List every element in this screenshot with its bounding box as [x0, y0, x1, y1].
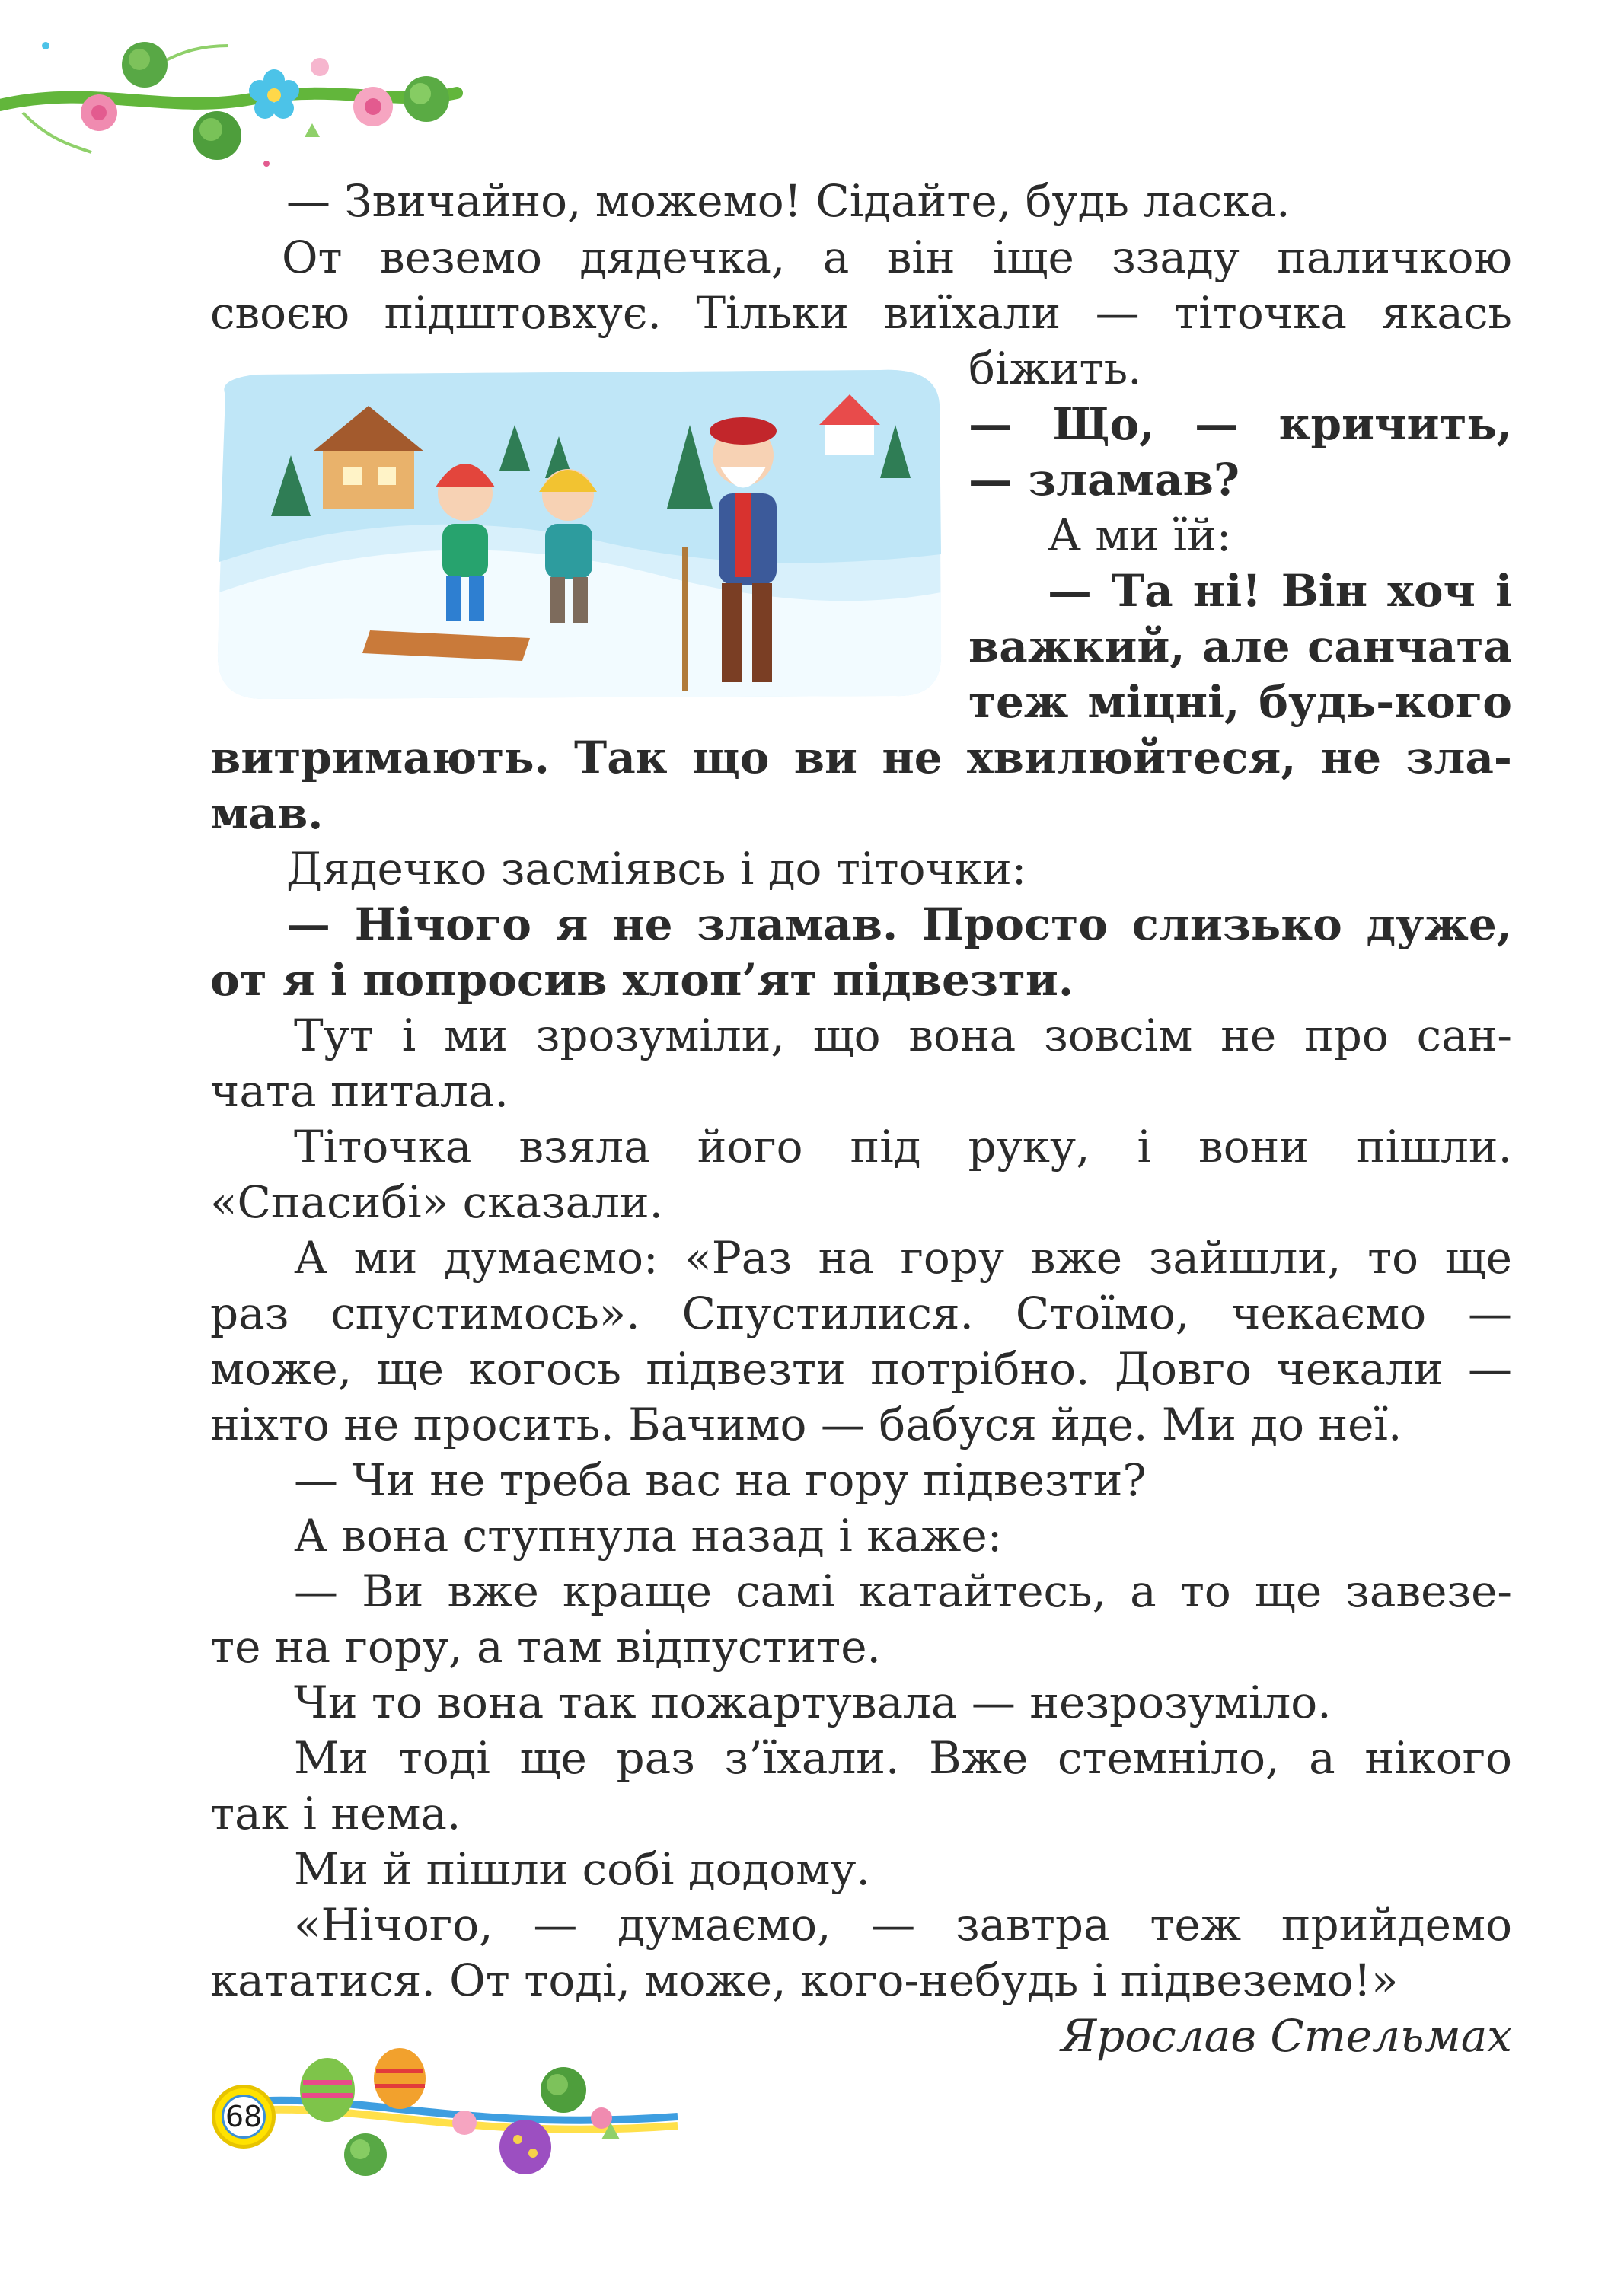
text-line: Дядечко засміявсь і до тіточки: [286, 843, 1027, 895]
text-line: От веземо дядечка, а він іще ззаду паличкою [282, 231, 1512, 283]
floral-decoration-top [0, 23, 472, 175]
text-line: теж міцні, будь-кого [968, 676, 1512, 728]
text-line: Ми тоді ще раз з’їхали. Вже стемніло, а нікого [294, 1732, 1512, 1784]
text-line: от я і попросив хлоп’ят підвезти. [210, 954, 1074, 1006]
author-name: Ярослав Стельмах [1061, 2010, 1512, 2062]
text-line: своєю підштовхує. Тільки виїхали — тіточка якась [210, 287, 1512, 339]
text-line: — Та ні! Він хоч і [1048, 565, 1512, 617]
text-line: А ми їй: [1048, 509, 1232, 561]
text-line: — зламав? [968, 454, 1240, 506]
winter-illustration [210, 364, 946, 700]
text-line: може, ще когось підвезти потрібно. Довго чекали — [210, 1343, 1512, 1395]
text-line: Ми й пішли собі додому. [294, 1843, 870, 1895]
text-line: так і нема. [210, 1788, 461, 1839]
text-line: — Нічого я не зламав. Просто слизько дуже, [286, 898, 1512, 950]
easter-decoration-bottom [206, 2048, 693, 2178]
text-line: А вона ступнула назад і каже: [294, 1510, 1003, 1562]
text-line: Тут і ми зрозуміли, що вона зовсім не про сан- [294, 1010, 1512, 1061]
text-line: — Що, — кричить, [968, 398, 1512, 450]
text-line: ніхто не просить. Бачимо — бабуся йде. Ми до неї. [210, 1399, 1402, 1450]
text-line: — Звичайно, можемо! Сідайте, будь ласка. [286, 175, 1291, 227]
text-line: Тіточка взяла його під руку, і вони пішли. [294, 1121, 1512, 1173]
text-line: «Нічого, — думаємо, — завтра теж прийдемо [294, 1899, 1512, 1951]
text-line: кататися. От тоді, може, кого-небудь і підвеземо!» [210, 1954, 1399, 2006]
text-line: те на гору, а там відпустите. [210, 1621, 881, 1673]
page-number-badge [212, 2085, 276, 2149]
text-line: — Чи не треба вас на гору підвезти? [294, 1454, 1147, 1506]
text-line: А ми думаємо: «Раз на гору вже зайшли, то ще [294, 1232, 1512, 1284]
text-line: чата питала. [210, 1065, 509, 1117]
text-line: раз спустимось». Спустилися. Стоїмо, чекаємо — [210, 1287, 1512, 1339]
text-line: Чи то вона так пожартувала — незрозуміло. [294, 1677, 1332, 1728]
page-number: 68 [222, 2095, 266, 2139]
text-line: важкий, але санчата [968, 621, 1512, 672]
text-line: «Спасибі» сказали. [210, 1176, 664, 1228]
text-line: — Ви вже краще самі катайтесь, а то ще завезе- [294, 1565, 1512, 1617]
text-line: мав. [210, 787, 324, 839]
text-line: біжить. [968, 343, 1142, 394]
text-line: витримають. Так що ви не хвилюйтеся, не зла- [210, 732, 1512, 783]
